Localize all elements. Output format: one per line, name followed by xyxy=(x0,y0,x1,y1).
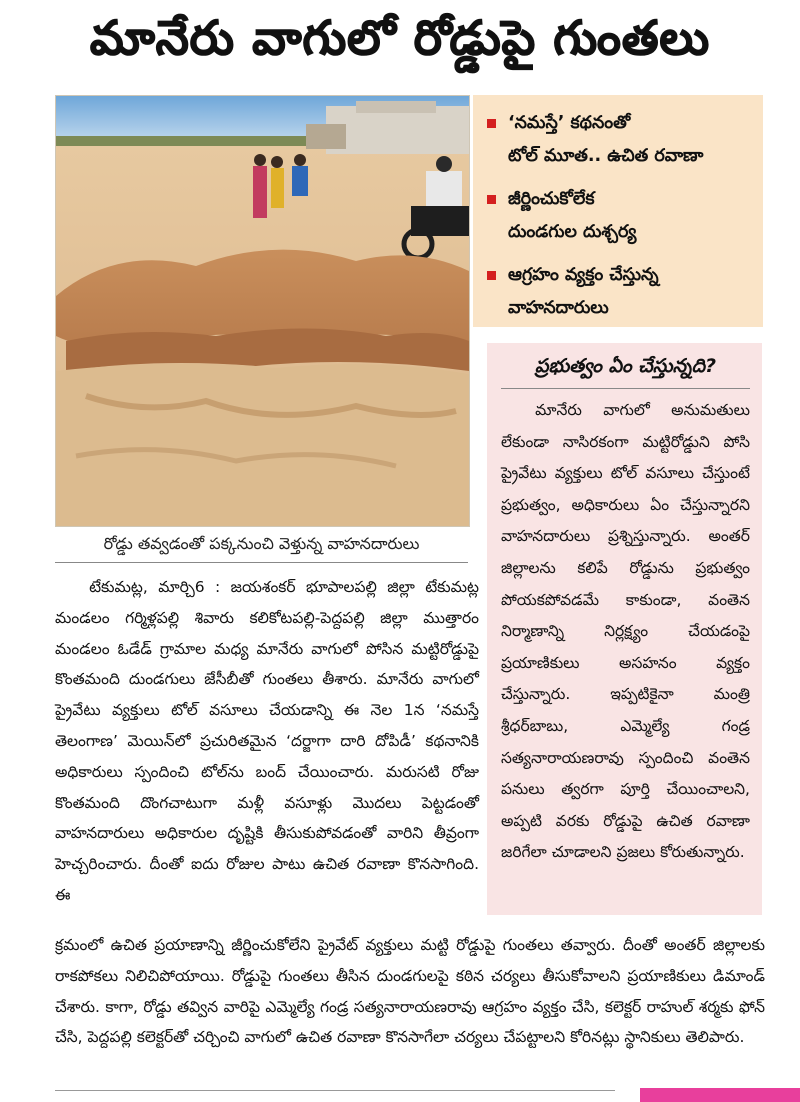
red-bullet-icon xyxy=(487,119,496,128)
article-paragraph: టేకుమట్ల, మార్చి6 : జయశంకర్‌ భూపాలపల్లి జిల్లా టేకుమట్ల మండలం గర్మిళ్లపల్లి శివారు కలికోటపల్లి-పెద్దపల్లి జిల్లా ముత్తారం మండలం ఓడేడ్‌ గ్రామాల మధ్య మానేరు వాగులో పోసిన మట్టిరోడ్డుపై కొంతమంది దుండగులు జేసీబీతో గుంతలు తీశారు. మానేరు వాగులో ప్రైవేటు వ్యక్తులు టోల్‌ వసూలు చేయడాన్ని ఈ నెల 1న ‘నమస్తే తెలంగాణ’ మెయిన్‌లో ప్రచురితమైన ‘దర్జాగా దారి దోపిడీ’ కథనానికి అధికారులు స్పందించి టోల్‌ను బంద్‌ చేయించారు. మరుసటి రోజు కొంతమంది దొంగచాటుగా మళ్లీ వసూళ్లు మొదలు పెట్టడంతో వాహనదారులు అధికారుల దృష్టికి తీసుకుపోవడంతో వారిని తీవ్రంగా హెచ్చరించారు. దీంతో ఐదు రోజుల పాటు ఉచిత రవాణా కొనసాగింది. ఈ xyxy=(55,578,479,904)
photo-caption: రోడ్డు తవ్వడంతో పక్కనుంచి వెళ్తున్న వాహనదారులు xyxy=(55,528,468,563)
headline: మానేరు వాగులో రోడ్డుపై గుంతలు xyxy=(89,11,711,66)
sand-road-scene-image xyxy=(56,96,469,526)
corner-accent xyxy=(640,1088,800,1102)
bottom-divider xyxy=(55,1090,615,1091)
highlight-text: ‘నమస్తే’ కథనంతో టోల్‌ మూత.. ఉచిత రవాణా xyxy=(508,113,704,166)
article-paragraph-continued: క్రమంలో ఉచిత ప్రయాణాన్ని జీర్ణించుకోలేని ప్రైవేట్‌ వ్యక్తులు మట్టి రోడ్డుపై గుంతలు తవ్వారు. దీంతో అంతర్‌ జిల్లాలకు రాకపోకలు నిలిచిపోయాయి. రోడ్డుపై గుంతలు తీసిన దుండగులపై కఠిన చర్యలు తీసుకోవాలని ప్రయాణికులు డిమాండ్‌ చేశారు. కాగా, రోడ్డు తవ్విన వారిపై ఎమ్మెల్యే గండ్ర సత్యనారాయణరావు ఆగ్రహం వ్యక్తం చేసి, కలెక్టర్‌ రాహుల్‌ శర్మకు ఫోన్‌ చేసి, పెద్దపల్లి కలెక్టర్‌తో చర్చించి వాగులో ఉచిత రవాణా కొనసాగేలా చర్యలు చేపట్టాలని కోరినట్లు స్థానికులు తెలిపారు. xyxy=(55,936,765,1047)
news-photo xyxy=(55,95,470,527)
highlight-item xyxy=(487,183,753,249)
article-body-wide xyxy=(55,930,765,1053)
side-box-title: ప్రభుత్వం ఏం చేస్తున్నది? xyxy=(501,355,750,389)
highlight-text: జీర్ణించుకోలేక దుండగుల దుశ్చర్య xyxy=(508,189,637,242)
highlight-text: ఆగ్రహం వ్యక్తం చేస్తున్న వాహనదారులు xyxy=(508,265,659,318)
highlights-box xyxy=(473,95,763,327)
article-body-column xyxy=(55,572,479,911)
red-bullet-icon xyxy=(487,271,496,280)
side-box xyxy=(487,343,762,915)
highlight-item xyxy=(487,107,753,173)
side-box-body: మానేరు వాగులో అనుమతులు లేకుండా నాసిరకంగా మట్టిరోడ్డుని పోసి ప్రైవేటు వ్యక్తులు టోల్‌ వసూలు చేస్తుంటే ప్రభుత్వం, అధికారులు ఏం చేస్తున్నారని వాహనదారులు ప్రశ్నిస్తున్నారు. అంతర్‌ జిల్లాలను కలిపే రోడ్డును ప్రభుత్వం పోయకపోవడమే కాకుండా, వంతెన నిర్మాణాన్ని నిర్లక్ష్యం చేయడంపై ప్రయాణికులు అసహనం వ్యక్తం చేస్తున్నారు. ఇప్పటికైనా మంత్రి శ్రీధర్‌బాబు, ఎమ్మెల్యే గండ్ర సత్యనారాయణరావు స్పందించి వంతెన పనులు త్వరగా పూర్తి చేయించాలని, అప్పటి వరకు రోడ్డుపై ఉచిత రవాణా జరిగేలా చూడాలని ప్రజలు కోరుతున్నారు. xyxy=(501,401,750,862)
highlight-item xyxy=(487,259,753,325)
red-bullet-icon xyxy=(487,195,496,204)
